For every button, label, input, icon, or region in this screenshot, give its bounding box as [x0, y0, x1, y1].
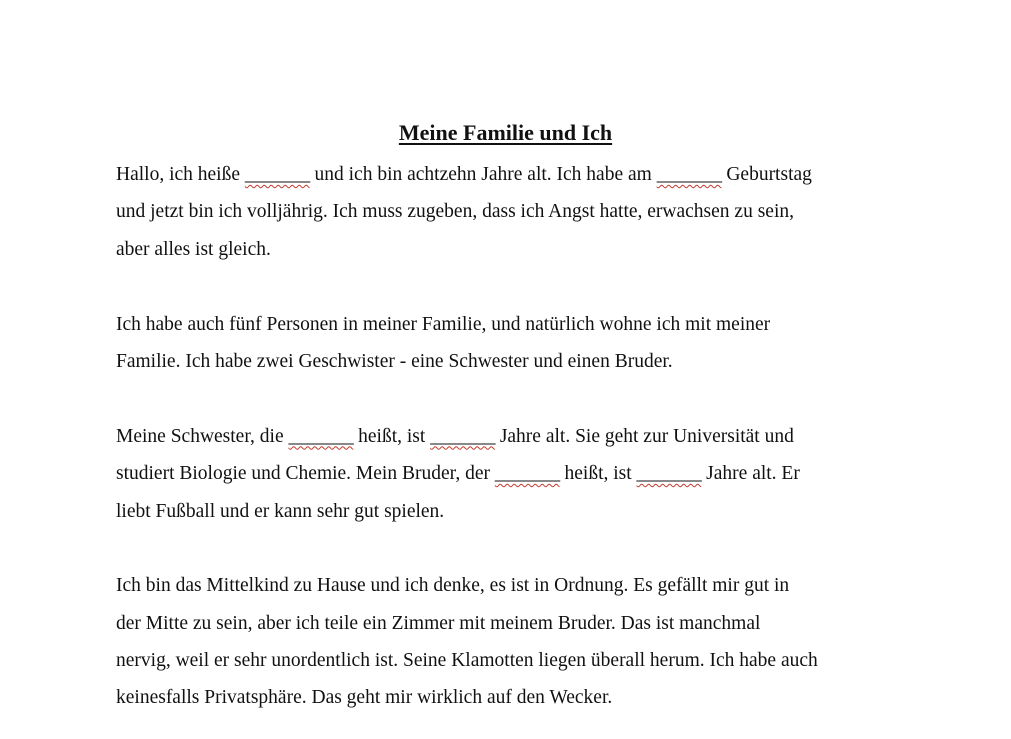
paragraph-4-line-4: keinesfalls Privatsphäre. Das geht mir wirklich auf den Wecker.	[116, 687, 613, 709]
document-body	[116, 156, 916, 717]
paragraph-4	[116, 567, 916, 717]
brother-age-blank[interactable]: _______	[636, 463, 702, 485]
paragraph-3-line-2	[116, 455, 916, 492]
paragraph-3-line-1	[116, 418, 916, 455]
paragraph-2-line-1: Ich habe auch fünf Personen in meiner Familie, und natürlich wohne ich mit meiner	[116, 313, 771, 335]
text-segment: Jahre alt. Er	[701, 463, 800, 485]
paragraph-2-line-2: Familie. Ich habe zwei Geschwister - eine Schwester und einen Bruder.	[116, 350, 673, 372]
text-segment: heißt, ist	[559, 463, 637, 485]
brother-name-blank[interactable]: _______	[494, 463, 560, 485]
paragraph-3	[116, 418, 916, 530]
sister-age-blank[interactable]: _______	[430, 425, 495, 447]
text-segment: studiert Biologie und Chemie. Mein Bruder, der	[116, 463, 495, 485]
text-segment: Geburtstag	[721, 164, 812, 185]
paragraph-4-line-3: nervig, weil er sehr unordentlich ist. Seine Klamotten liegen überall herum. Ich habe auch	[116, 650, 818, 672]
text-segment: Jahre alt. Sie geht zur Universität und	[494, 425, 794, 447]
document-title-container	[0, 118, 1011, 148]
paragraph-2	[116, 306, 916, 381]
paragraph-4-line-2: der Mitte zu sein, aber ich teile ein Zimmer mit meinem Bruder. Das ist manchmal	[116, 612, 761, 634]
paragraph-3-line-3: liebt Fußball und er kann sehr gut spielen.	[116, 500, 445, 522]
birthday-date-blank[interactable]: _______	[656, 164, 722, 185]
document-title: Meine Familie und Ich	[398, 120, 613, 145]
paragraph-1-line-2: und jetzt bin ich volljährig. Ich muss zugeben, dass ich Angst hatte, erwachsen zu sein,	[116, 201, 794, 223]
paragraph-1-line-3: aber alles ist gleich.	[116, 238, 271, 260]
paragraph-1-line-1	[116, 156, 916, 193]
text-segment: Meine Schwester, die	[116, 425, 289, 447]
paragraph-spacer	[116, 268, 916, 305]
text-segment: heißt, ist	[353, 425, 431, 447]
paragraph-spacer	[116, 530, 916, 567]
text-segment: und ich bin achtzehn Jahre alt. Ich habe am	[309, 164, 657, 185]
paragraph-4-line-1: Ich bin das Mittelkind zu Hause und ich denke, es ist in Ordnung. Es gefällt mir gut in	[116, 575, 790, 597]
paragraph-1	[116, 156, 916, 268]
paragraph-spacer	[116, 380, 916, 417]
sister-name-blank[interactable]: _______	[288, 425, 354, 447]
text-segment: Hallo, ich heiße	[116, 164, 245, 185]
name-blank[interactable]: _______	[244, 164, 310, 185]
